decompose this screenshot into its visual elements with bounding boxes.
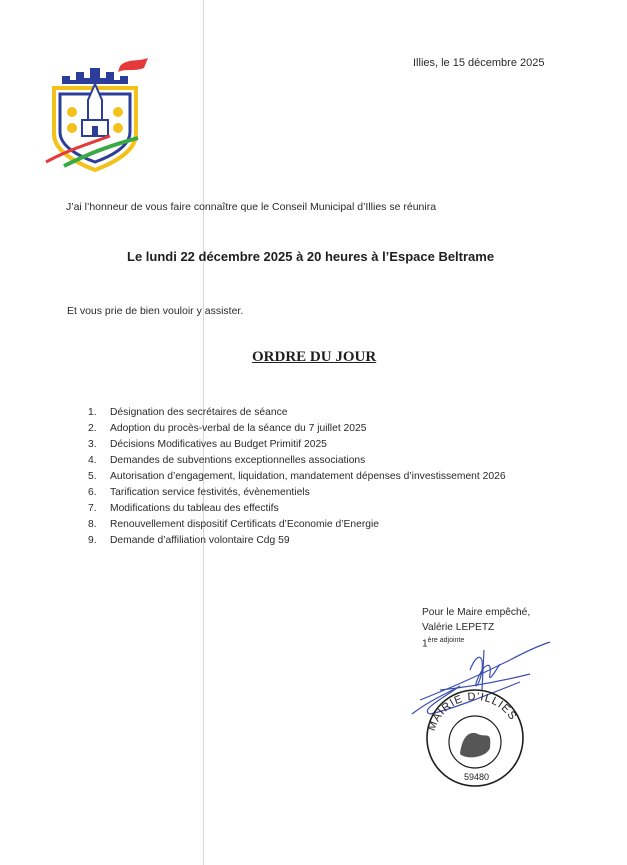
signatory-rank-suffix: ère adjointe [427, 637, 465, 644]
agenda-item [88, 453, 568, 469]
agenda-item-text: Décisions Modificatives au Budget Primitif 2025 [110, 439, 327, 450]
agenda-item [88, 437, 568, 453]
agenda-item-number: 1. [88, 407, 97, 418]
agenda-item [88, 517, 568, 533]
town-hall-stamp [426, 690, 523, 786]
attendance-request: Et vous prie de bien vouloir y assister. [67, 305, 244, 317]
agenda-item-number: 3. [88, 439, 97, 450]
agenda-item-text: Adoption du procès-verbal de la séance du 7 juillet 2025 [110, 423, 367, 434]
signatory-role: Pour le Maire empêché, [422, 607, 531, 618]
agenda-item [88, 405, 568, 421]
agenda-item-number: 8. [88, 519, 97, 530]
signature-and-stamp [400, 630, 560, 790]
agenda-item-number: 5. [88, 471, 97, 482]
svg-text:MAIRIE D’ILLIES: MAIRIE D’ILLIES [425, 690, 520, 733]
agenda-item [88, 469, 568, 485]
agenda-item [88, 533, 568, 549]
agenda-item-text: Désignation des secrétaires de séance [110, 407, 288, 418]
agenda-item [88, 421, 568, 437]
signatory-name: Valérie LEPETZ [422, 622, 495, 633]
meeting-date-location: Le lundi 22 décembre 2025 à 20 heures à l’Espace Beltrame [127, 249, 495, 264]
agenda-item-text: Autorisation d’engagement, liquidation, mandatement dépenses d’investissement 2026 [110, 471, 506, 482]
intro-sentence: J’ai l’honneur de vous faire connaître que le Conseil Municipal d’Illies se réunira [66, 201, 437, 213]
agenda-item-text: Demande d’affiliation volontaire Cdg 59 [110, 535, 290, 546]
agenda-item-text: Modifications du tableau des effectifs [110, 503, 279, 514]
agenda-item-number: 4. [88, 455, 97, 466]
agenda-item-number: 2. [88, 423, 97, 434]
agenda-item-number: 9. [88, 535, 97, 546]
agenda-item-number: 7. [88, 503, 97, 514]
agenda-item-text: Demandes de subventions exceptionnelles associations [110, 455, 366, 466]
illies-coat-of-arms-logo [38, 54, 158, 174]
agenda-item [88, 501, 568, 517]
agenda-title: ORDRE DU JOUR [252, 349, 377, 365]
agenda-item-text: Tarification service festivités, évènementiels [110, 487, 310, 498]
agenda-item-number: 6. [88, 487, 97, 498]
agenda-list [88, 405, 568, 549]
agenda-item [88, 485, 568, 501]
signatory-rank-number: 1 [422, 638, 428, 650]
svg-text:59480: 59480 [464, 772, 490, 782]
agenda-item-text: Renouvellement dispositif Certificats d’Economie d’Energie [110, 519, 379, 530]
place-and-date: Illies, le 15 décembre 2025 [413, 57, 545, 69]
